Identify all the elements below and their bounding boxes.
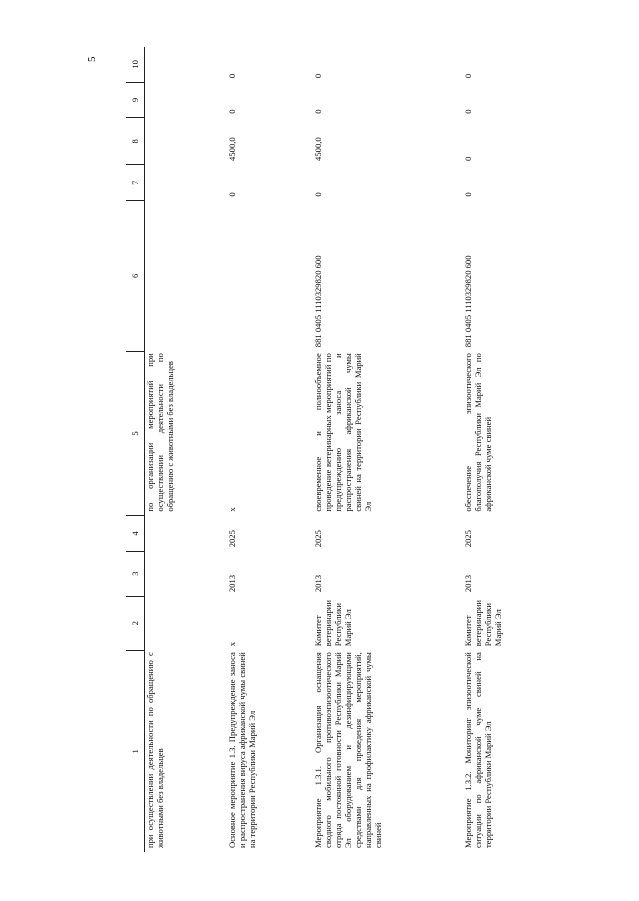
- cell-end-year: 2025: [462, 530, 473, 548]
- cell-end-year: [145, 516, 227, 552]
- page-number: 5: [86, 56, 98, 62]
- cell-v8: 0: [462, 156, 473, 161]
- cell-start-year: 2013: [462, 574, 473, 593]
- cell-name: Мероприятие 1.3.1. Организация оснащения сводного мобильного противоэпизоотического отряда постоянной готовности Республики Марий Эл оборудованием и дезинфицирующими средствами для проведения мероприятий, направленных на профилактику африканской чумы свиней: [312, 652, 384, 848]
- col-header-4: 4: [126, 516, 145, 552]
- cell-name: Мероприятие 1.3.2. Мониторинг эпизоотической ситуации по африканской чуме свиней на территории Республики Марий Эл: [462, 652, 493, 848]
- cell-start-year: 2013: [312, 574, 323, 593]
- col-header-8: 8: [126, 118, 145, 165]
- col-header-9: 9: [126, 82, 145, 118]
- cell-v8: [145, 118, 227, 165]
- col-header-6: 6: [126, 201, 145, 352]
- cell-start-year: [145, 551, 227, 596]
- cell-v7: 0: [226, 192, 237, 197]
- cell-start-year: 2013: [226, 574, 237, 593]
- cell-v8: 4500,0: [226, 137, 237, 161]
- cell-v10: 0: [312, 73, 323, 79]
- table-row: [463, 47, 523, 852]
- cell-v10: [145, 47, 227, 82]
- table-row: [227, 47, 313, 852]
- cell-v9: 0: [462, 109, 473, 114]
- cell-code: [145, 201, 227, 352]
- cell-name: при осуществлении деятельности по обращению с животными без владельцев: [145, 652, 166, 848]
- table-row: [313, 47, 463, 852]
- cell-v9: [145, 82, 227, 118]
- col-header-10: 10: [126, 47, 145, 82]
- cell-result: своевременное и полнообъемное проведение ветеринарных мероприятий по предупреждению заноса и распространения африканской чумы свиней на территории Республики Марий Эл: [312, 353, 374, 512]
- cell-v7: 0: [312, 192, 323, 197]
- col-header-1: 1: [126, 650, 145, 852]
- header-row: [126, 47, 145, 852]
- col-header-7: 7: [126, 165, 145, 201]
- cell-v9: 0: [226, 109, 237, 114]
- cell-end-year: 2025: [226, 530, 237, 548]
- rotated-table-wrapper: [126, 47, 531, 852]
- cell-result: х: [226, 507, 237, 512]
- cell-executor: Комитет ветеринарии Республики Марий Эл: [312, 599, 353, 647]
- cell-v9: 0: [312, 109, 323, 114]
- cell-v10: 0: [226, 73, 237, 79]
- cell-code: [227, 201, 313, 352]
- cell-executor: [145, 596, 227, 650]
- cell-executor: х: [226, 641, 237, 647]
- cell-result: обеспечение эпизоотического благополучия Республики Марий Эл по африканской чуме свиней: [462, 353, 493, 512]
- cell-code: 881 0405 1110329820 600: [462, 255, 473, 348]
- table-row: [145, 47, 227, 852]
- cell-end-year: 2025: [312, 530, 323, 548]
- cell-executor: Комитет ветеринарии Республики Марий Эл: [462, 599, 503, 647]
- cell-v8: 4500,0: [312, 137, 323, 161]
- col-header-5: 5: [126, 351, 145, 515]
- col-header-2: 2: [126, 596, 145, 650]
- program-table: [126, 47, 523, 852]
- cell-v10: 0: [462, 73, 473, 79]
- cell-name: Основное мероприятие 1.3. Предупреждение заноса и распространения вируса африканской чумы свиней на территории Республики Марий Эл: [226, 652, 257, 848]
- col-header-3: 3: [126, 551, 145, 596]
- cell-v7: 0: [462, 192, 473, 197]
- cell-code: 881 0405 1110329820 600: [312, 255, 323, 348]
- cell-v7: [145, 165, 227, 201]
- cell-result: по организации мероприятий при осуществлении деятельности по обращению с животными без владельцев: [145, 353, 176, 512]
